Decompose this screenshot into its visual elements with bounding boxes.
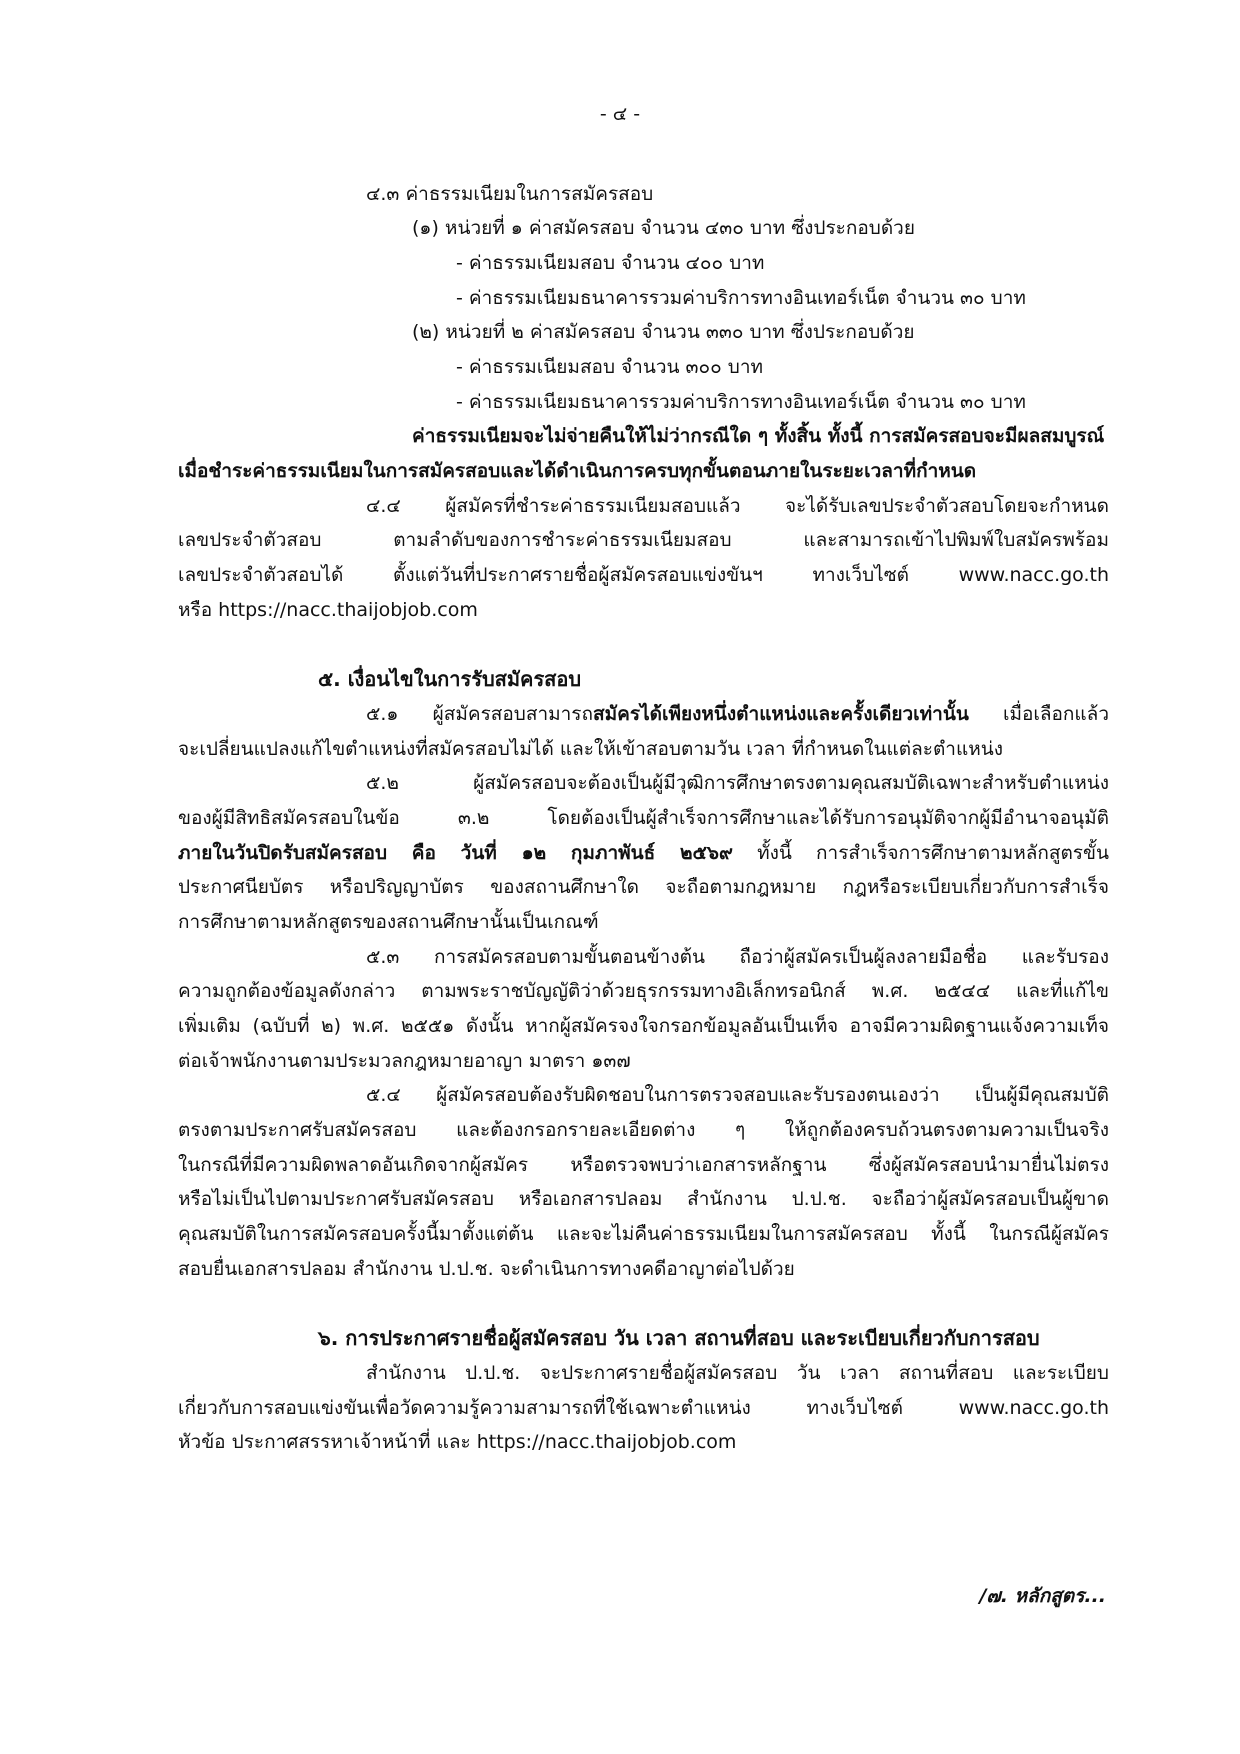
section-6-line-2: เกี่ยวกับการสอบแข่งขันเพื่อวัดความรู้ความสามารถที่ใช้เฉพาะตำแหน่ง ทางเว็บไซต์ www.nacc.go.th (178, 1397, 1109, 1419)
section-4-4-line-3: เลขประจำตัวสอบได้ ตั้งแต่วันที่ประกาศรายชื่อผู้สมัครสอบแข่งขันฯ ทางเว็บไซต์ www.nacc.go.th (178, 564, 1109, 586)
section-5-2-line-2: ของผู้มีสิทธิสมัครสอบในข้อ ๓.๒ โดยต้องเป็นผู้สำเร็จการศึกษาและได้รับการอนุมัติจากผู้มีอำนาจอนุมัติ (178, 807, 1109, 829)
section-5-2-line-4: ประกาศนียบัตร หรือปริญญาบัตร ของสถานศึกษาใด จะถือตามกฎหมาย กฎหรือระเบียบเกี่ยวกับการสำเร็จ (178, 876, 1109, 898)
section-5-1-text-a: ๕.๑ ผู้สมัครสอบสามารถ (366, 703, 594, 725)
section-5-2-line-5: การศึกษาตามหลักสูตรของสถานศึกษานั้นเป็นเกณฑ์ (178, 911, 599, 933)
unit-1-fee: - ค่าธรรมเนียมสอบ จำนวน ๔๐๐ บาท (456, 252, 765, 274)
section-5-3-line-3: เพิ่มเติม (ฉบับที่ ๒) พ.ศ. ๒๕๕๑ ดังนั้น หากผู้สมัครจงใจกรอกข้อมูลอันเป็นเท็จ อาจมีความผิดฐานแจ้งความเท็จ (178, 1015, 1109, 1037)
section-4-4-line-2: เลขประจำตัวสอบ ตามลำดับของการชำระค่าธรรมเนียมสอบ และสามารถเข้าไปพิมพ์ใบสมัครพร้อม (178, 529, 1109, 551)
section-4-3-title: ๔.๓ ค่าธรรมเนียมในการสมัครสอบ (366, 183, 654, 205)
fee-note-line-1: ค่าธรรมเนียมจะไม่จ่ายคืนให้ไม่ว่ากรณีใด ๆ ทั้งสิ้น ทั้งนี้ การสมัครสอบจะมีผลสมบูรณ์ (412, 425, 1105, 447)
section-5-2-deadline: ภายในวันปิดรับสมัครสอบ คือ วันที่ ๑๒ กุมภาพันธ์ ๒๕๖๙ (178, 842, 733, 864)
unit-2-bank-fee: - ค่าธรรมเนียมธนาคารรวมค่าบริการทางอินเทอร์เน็ต จำนวน ๓๐ บาท (456, 391, 1026, 413)
unit-1-bank-fee: - ค่าธรรมเนียมธนาคารรวมค่าบริการทางอินเทอร์เน็ต จำนวน ๓๐ บาท (456, 287, 1026, 309)
section-5-2-line-3 (178, 837, 1109, 869)
section-5-1-line-2: จะเปลี่ยนแปลงแก้ไขตำแหน่งที่สมัครสอบไม่ได้ และให้เข้าสอบตามวัน เวลา ที่กำหนดในแต่ละตำแหน่ง (178, 738, 1004, 760)
page-number: - ๔ - (599, 103, 641, 125)
section-6-heading: ๖. การประกาศรายชื่อผู้สมัครสอบ วัน เวลา สถานที่สอบ และระเบียบเกี่ยวกับการสอบ (318, 1326, 1040, 1350)
section-5-2-line-1: ๕.๒ ผู้สมัครสอบจะต้องเป็นผู้มีวุฒิการศึกษาตรงตามคุณสมบัติเฉพาะสำหรับตำแหน่ง (366, 772, 1109, 794)
next-page-continuation: /๗. หลักสูตร... (979, 1585, 1106, 1607)
section-5-1-emphasis: สมัครได้เพียงหนึ่งตำแหน่งและครั้งเดียวเท่านั้น (593, 703, 969, 725)
unit-1-line: (๑) หน่วยที่ ๑ ค่าสมัครสอบ จำนวน ๔๓๐ บาท ซึ่งประกอบด้วย (412, 217, 915, 239)
fee-note-line-2: เมื่อชำระค่าธรรมเนียมในการสมัครสอบและได้ดำเนินการครบทุกขั้นตอนภายในระยะเวลาที่กำหนด (178, 460, 977, 482)
section-5-4-line-6: สอบยื่นเอกสารปลอม สำนักงาน ป.ป.ช. จะดำเนินการทางคดีอาญาต่อไปด้วย (178, 1258, 795, 1280)
section-5-3-line-2: ความถูกต้องข้อมูลดังกล่าว ตามพระราชบัญญัติว่าด้วยธุรกรรมทางอิเล็กทรอนิกส์ พ.ศ. ๒๕๔๔ และที่แก้ไข (178, 980, 1109, 1002)
section-4-4-line-4: หรือ https://nacc.thaijobjob.com (178, 599, 478, 621)
section-5-4-line-2: ตรงตามประกาศรับสมัครสอบ และต้องกรอกรายละเอียดต่าง ๆ ให้ถูกต้องครบถ้วนตรงตามความเป็นจริง (178, 1119, 1109, 1141)
unit-2-fee: - ค่าธรรมเนียมสอบ จำนวน ๓๐๐ บาท (456, 356, 764, 378)
section-5-4-line-4: หรือไม่เป็นไปตามประกาศรับสมัครสอบ หรือเอกสารปลอม สำนักงาน ป.ป.ช. จะถือว่าผู้สมัครสอบเป็นผู้ขาด (178, 1188, 1109, 1210)
section-5-1-line-1 (366, 698, 1109, 730)
section-4-4-line-1: ๔.๔ ผู้สมัครที่ชำระค่าธรรมเนียมสอบแล้ว จะได้รับเลขประจำตัวสอบโดยจะกำหนด (366, 495, 1109, 517)
unit-2-line: (๒) หน่วยที่ ๒ ค่าสมัครสอบ จำนวน ๓๓๐ บาท ซึ่งประกอบด้วย (412, 321, 915, 343)
section-6-line-3: หัวข้อ ประกาศสรรหาเจ้าหน้าที่ และ https://nacc.thaijobjob.com (178, 1431, 737, 1453)
section-5-3-line-1: ๕.๓ การสมัครสอบตามขั้นตอนข้างต้น ถือว่าผู้สมัครเป็นผู้ลงลายมือชื่อ และรับรอง (366, 946, 1109, 968)
section-5-3-line-4: ต่อเจ้าพนักงานตามประมวลกฎหมายอาญา มาตรา ๑๓๗ (178, 1050, 631, 1072)
section-6-line-1: สำนักงาน ป.ป.ช. จะประกาศรายชื่อผู้สมัครสอบ วัน เวลา สถานที่สอบ และระเบียบ (366, 1362, 1109, 1384)
section-5-1-text-c: เมื่อเลือกแล้ว (968, 703, 1109, 725)
section-5-2-text-b: ทั้งนี้ การสำเร็จการศึกษาตามหลักสูตรขั้น (732, 842, 1109, 864)
section-5-heading: ๕. เงื่อนไขในการรับสมัครสอบ (318, 667, 582, 691)
section-5-4-line-3: ในกรณีที่มีความผิดพลาดอันเกิดจากผู้สมัคร หรือตรวจพบว่าเอกสารหลักฐาน ซึ่งผู้สมัครสอบนำมายื่นไม่ตรง (178, 1154, 1109, 1176)
section-5-4-line-1: ๕.๔ ผู้สมัครสอบต้องรับผิดชอบในการตรวจสอบและรับรองตนเองว่า เป็นผู้มีคุณสมบัติ (366, 1084, 1109, 1106)
section-5-4-line-5: คุณสมบัติในการสมัครสอบครั้งนี้มาตั้งแต่ต้น และจะไม่คืนค่าธรรมเนียมในการสมัครสอบ ทั้งนี้ ในกรณีผู้สมัคร (178, 1223, 1109, 1245)
